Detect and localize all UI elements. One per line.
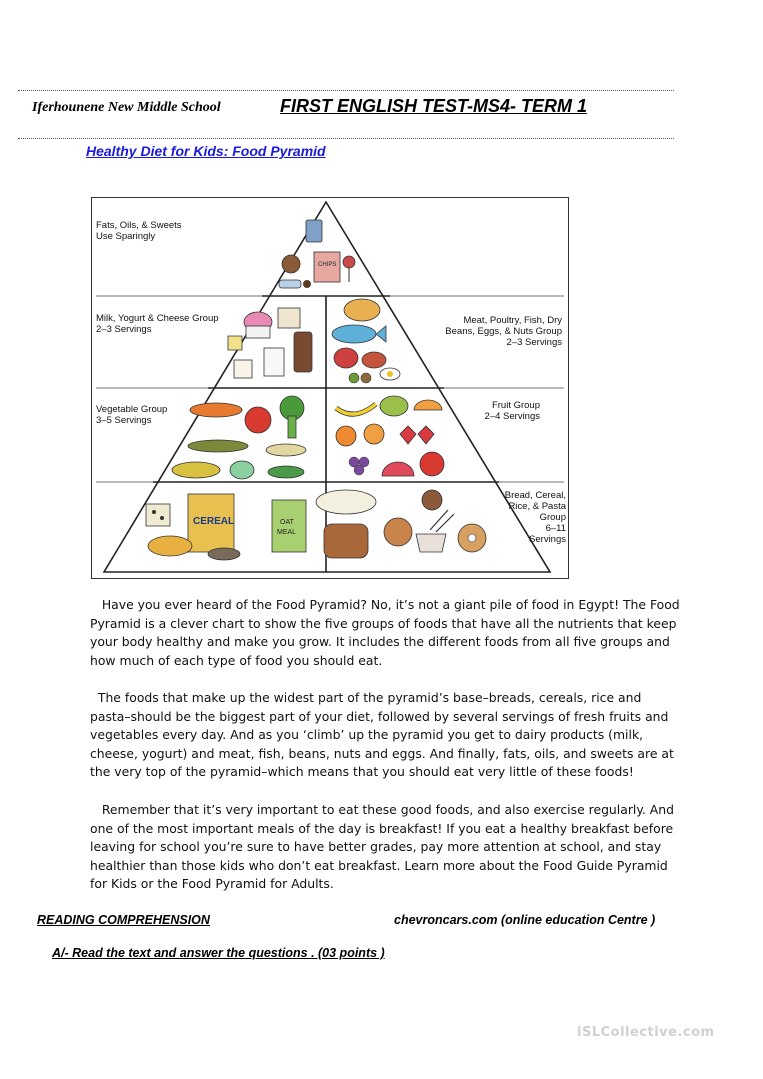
fats-oils-sweets-label: Fats, Oils, & Sweets Use Sparingly — [96, 220, 182, 242]
bottom-dotted-rule — [18, 138, 674, 139]
source-credit: chevroncars.com (online education Centre ) — [394, 913, 656, 927]
cereal-text: CEREAL — [193, 516, 235, 527]
meat-beans-foods — [332, 299, 400, 383]
grain-group-label: Bread, Cereal, Rice, & Pasta Group 6–11 Servings — [504, 490, 566, 545]
vegetable-foods — [172, 396, 306, 479]
question-a-instruction: A/- Read the text and answer the questions . (03 points ) — [52, 946, 385, 960]
top-dotted-rule — [18, 90, 674, 91]
meal-text: MEAL — [277, 529, 297, 536]
fruit-group-label: Fruit Group 2–4 Servings — [484, 400, 540, 422]
article-title-link[interactable]: Healthy Diet for Kids: Food Pyramid — [86, 143, 326, 159]
grain-foods — [146, 490, 486, 560]
chips-text: CHIPS — [318, 262, 337, 268]
food-pyramid-figure — [91, 197, 569, 579]
dairy-foods — [228, 308, 312, 378]
paragraph-1: Have you ever heard of the Food Pyramid? No, it’s not a giant pile of food in Egypt! The Food Pyramid is a clever chart to show the five groups of foods that have all the nutrients that keep your body healthy and make you grow. It includes the different foods from all five groups and how much of each type of food you should eat. — [90, 597, 684, 668]
meat-group-label: Meat, Poultry, Fish, Dry Beans, Eggs, & Nuts Group 2–3 Servings — [445, 315, 562, 348]
milk-group-label: Milk, Yogurt & Cheese Group 2–3 Servings — [96, 313, 219, 335]
paragraph-2: The foods that make up the widest part of the pyramid’s base–breads, cereals, rice and pasta–should be the biggest part of your diet, followed by several servings of fresh fruits and vegetables every day. And as you ‘climb’ up the pyramid you get to dairy products (milk, cheese, yogurt) and meat, fish, beans, nuts and eggs. And finally, fats, oils, and sweets are at the very top of the pyramid–which means that you should eat very little of these foods! — [90, 690, 678, 780]
reading-comprehension-heading: READING COMPREHENSION — [37, 913, 210, 927]
paragraph-3: Remember that it’s very important to eat these good foods, and also exercise regularly. And one of the most important meals of the day is breakfast! If you eat a healthy breakfast before leaving for school you’re sure to have better grades, pay more attention at school, and stay healthier than those kids who don’t eat breakfast. Learn more about the Food Guide Pyramid for Kids or the Food Pyramid for Adults. — [90, 802, 678, 892]
vegetable-group-label: Vegetable Group 3–5 Servings — [96, 404, 168, 426]
test-title: FIRST ENGLISH TEST-MS4- TERM 1 — [280, 96, 588, 116]
school-name: Iferhounene New Middle School — [32, 100, 221, 115]
food-pyramid-illustration — [92, 198, 568, 578]
fruit-foods — [336, 396, 444, 476]
oat-text: OAT — [280, 519, 294, 526]
watermark: iSLCollective.com — [577, 1025, 715, 1040]
